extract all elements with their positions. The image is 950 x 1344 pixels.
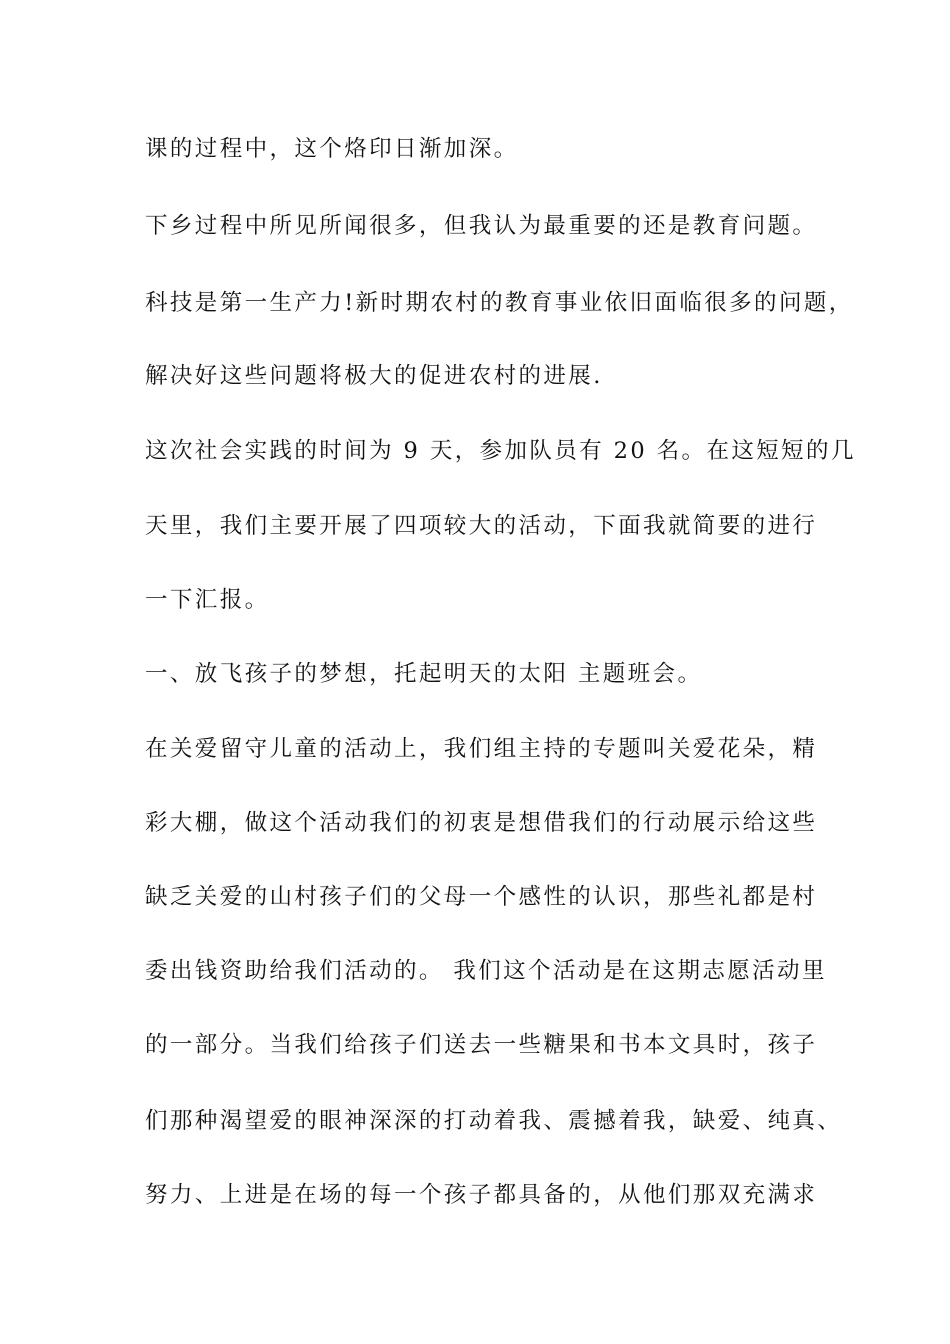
paragraph-line: 科技是第一生产力!新时期农村的教育事业依旧面临很多的问题，: [145, 290, 854, 316]
paragraph-line: 彩大棚，做这个活动我们的初衷是想借我们的行动展示给这些: [145, 810, 818, 836]
paragraph-line: 一下汇报。: [145, 587, 270, 613]
section-heading: 一、放飞孩子的梦想，托起明天的太阳 主题班会。: [145, 661, 703, 687]
paragraph-line: 课的过程中，这个烙印日渐加深。: [145, 136, 519, 162]
paragraph-line: 解决好这些问题将极大的促进农村的进展.: [145, 363, 603, 389]
paragraph-line: 在关爱留守儿童的活动上，我们组主持的专题叫关爱花朵，精: [145, 736, 818, 762]
paragraph-line: 的一部分。当我们给孩子们送去一些糖果和书本文具时，孩子: [145, 1032, 818, 1058]
paragraph-line: 们那种渴望爱的眼神深深的打动着我、震撼着我，缺爱、纯真、: [145, 1108, 843, 1134]
paragraph-line: 缺乏关爱的山村孩子们的父母一个感性的认识，那些礼都是村: [145, 884, 818, 910]
paragraph-line: 委出钱资助给我们活动的。 我们这个活动是在这期志愿活动里: [145, 958, 827, 984]
paragraph-line: 下乡过程中所见所闻很多，但我认为最重要的还是教育问题。: [145, 213, 818, 239]
paragraph-line: 这次社会实践的时间为 9 天，参加队员有 20 名。在这短短的几: [145, 438, 856, 464]
paragraph-line: 努力、上进是在场的每一个孩子都具备的，从他们那双充满求: [145, 1182, 818, 1208]
paragraph-line: 天里，我们主要开展了四项较大的活动，下面我就简要的进行: [145, 513, 818, 539]
